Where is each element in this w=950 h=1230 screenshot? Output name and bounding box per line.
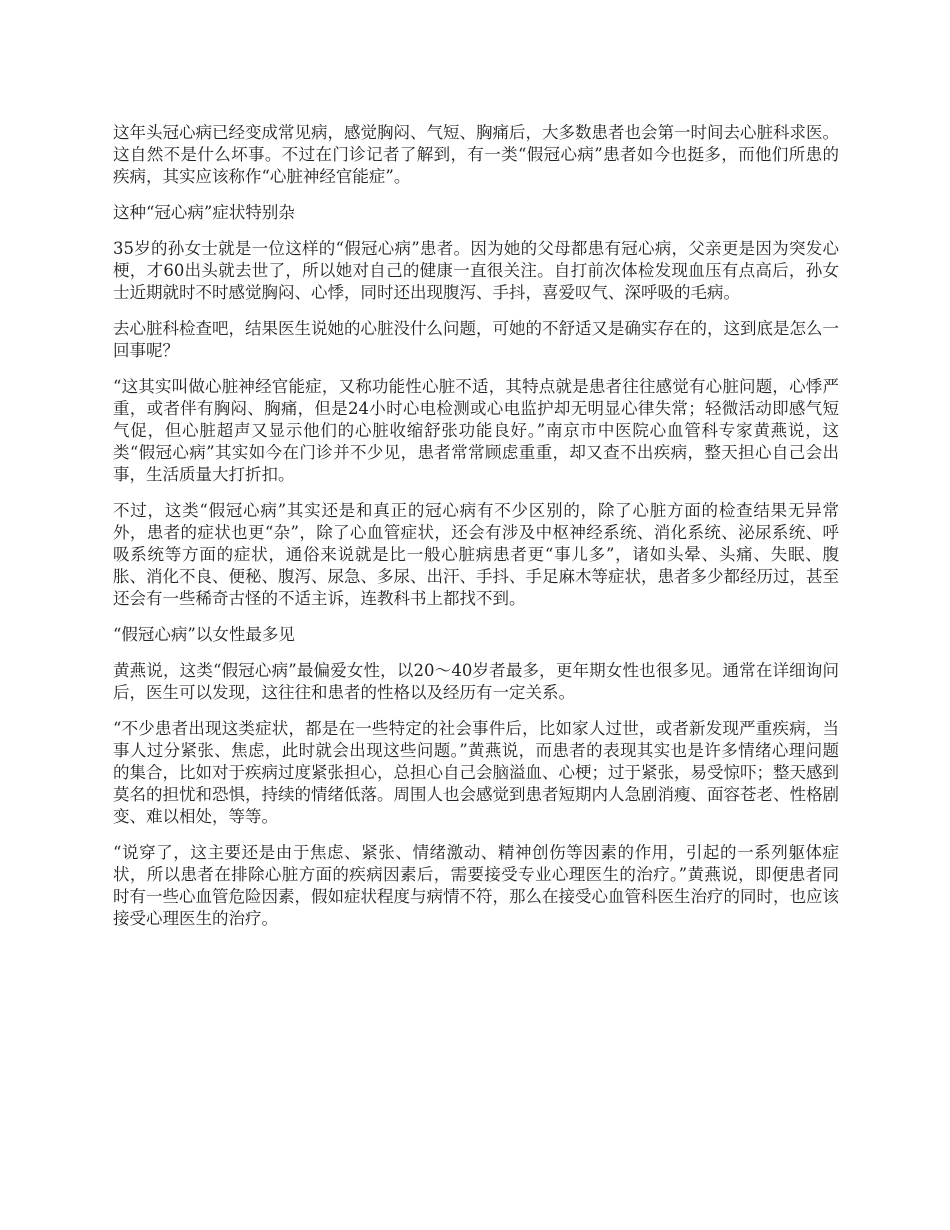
section-heading-women: “假冠心病”以女性最多见	[113, 625, 295, 644]
paragraph-definition: “这其实叫做心脏神经官能症，又称功能性心脏不适，其特点就是患者往往感觉有心脏问题，心悸严重，或者伴有胸闷、胸痛，但是24小时心电检测或心电监护却无明显心律失常；轻微活动即感气短气促，但心脏超声又显示他们的心脏收缩舒张功能良好。”南京市中医院心血管科专家黄燕说，这类“假冠心病”其实如今在门诊并不少见，患者常常顾虑重重，却又查不出疾病，整天担心自己会出事，生活质量大打折扣。	[113, 377, 839, 484]
paragraph-triggers: “不少患者出现这类症状，都是在一些特定的社会事件后，比如家人过世，或者新发现严重疾病，当事人过分紧张、焦虑，此时就会出现这些问题。”黄燕说，而患者的表现其实也是许多情绪心理问题的集合，比如对于疾病过度紧张担心，总担心自己会脑溢血、心梗；过于紧张，易受惊吓；整天感到莫名的担忧和恐惧，持续的情绪低落。周围人也会感觉到患者短期内人急剧消瘦、面容苍老、性格剧变、难以相处，等等。	[113, 719, 839, 826]
paragraph-differences: 不过，这类“假冠心病”其实还是和真正的冠心病有不少区别的，除了心脏方面的检查结果无异常外，患者的症状也更“杂”，除了心血管症状，还会有涉及中枢神经系统、消化系统、泌尿系统、呼吸系统等方面的症状，通俗来说就是比一般心脏病患者更“事儿多”，诸如头晕、头痛、失眠、腹胀、消化不良、便秘、腹泻、尿急、多尿、出汗、手抖、手足麻木等症状，患者多少都经历过，甚至还会有一些稀奇古怪的不适主诉，连教科书上都找不到。	[113, 501, 839, 608]
paragraph-women: 黄燕说，这类“假冠心病”最偏爱女性，以20～40岁者最多，更年期女性也很多见。通常在详细询问后，医生可以发现，这往往和患者的性格以及经历有一定关系。	[113, 661, 839, 702]
article	[113, 122, 839, 944]
section-heading-symptoms: 这种“冠心病”症状特别杂	[113, 203, 295, 222]
paragraph-treatment: “说穿了，这主要还是由于焦虑、紧张、情绪激动、精神创伤等因素的作用，引起的一系列躯体症状，所以患者在排除心脏方面的疾病因素后，需要接受专业心理医生的治疗。”黄燕说，即便患者同时有一些心血管危险因素，假如症状程度与病情不符，那么在接受心血管科医生治疗的同时，也应该接受心理医生的治疗。	[113, 843, 839, 928]
paragraph-question: 去心脏科检查吧，结果医生说她的心脏没什么问题，可她的不舒适又是确实存在的，这到底是怎么一回事呢？	[113, 319, 839, 360]
paragraph-case: 35岁的孙女士就是一位这样的“假冠心病”患者。因为她的父母都患有冠心病，父亲更是因为突发心梗，才60出头就去世了，所以她对自己的健康一直很关注。自打前次体检发现血压有点高后，孙女士近期就时不时感觉胸闷、心悸，同时还出现腹泻、手抖，喜爱叹气、深呼吸的毛病。	[113, 239, 839, 302]
paragraph-intro: 这年头冠心病已经变成常见病，感觉胸闷、气短、胸痛后，大多数患者也会第一时间去心脏科求医。这自然不是什么坏事。不过在门诊记者了解到，有一类“假冠心病”患者如今也挺多，而他们所患的疾病，其实应该称作“心脏神经官能症”。	[113, 123, 839, 186]
